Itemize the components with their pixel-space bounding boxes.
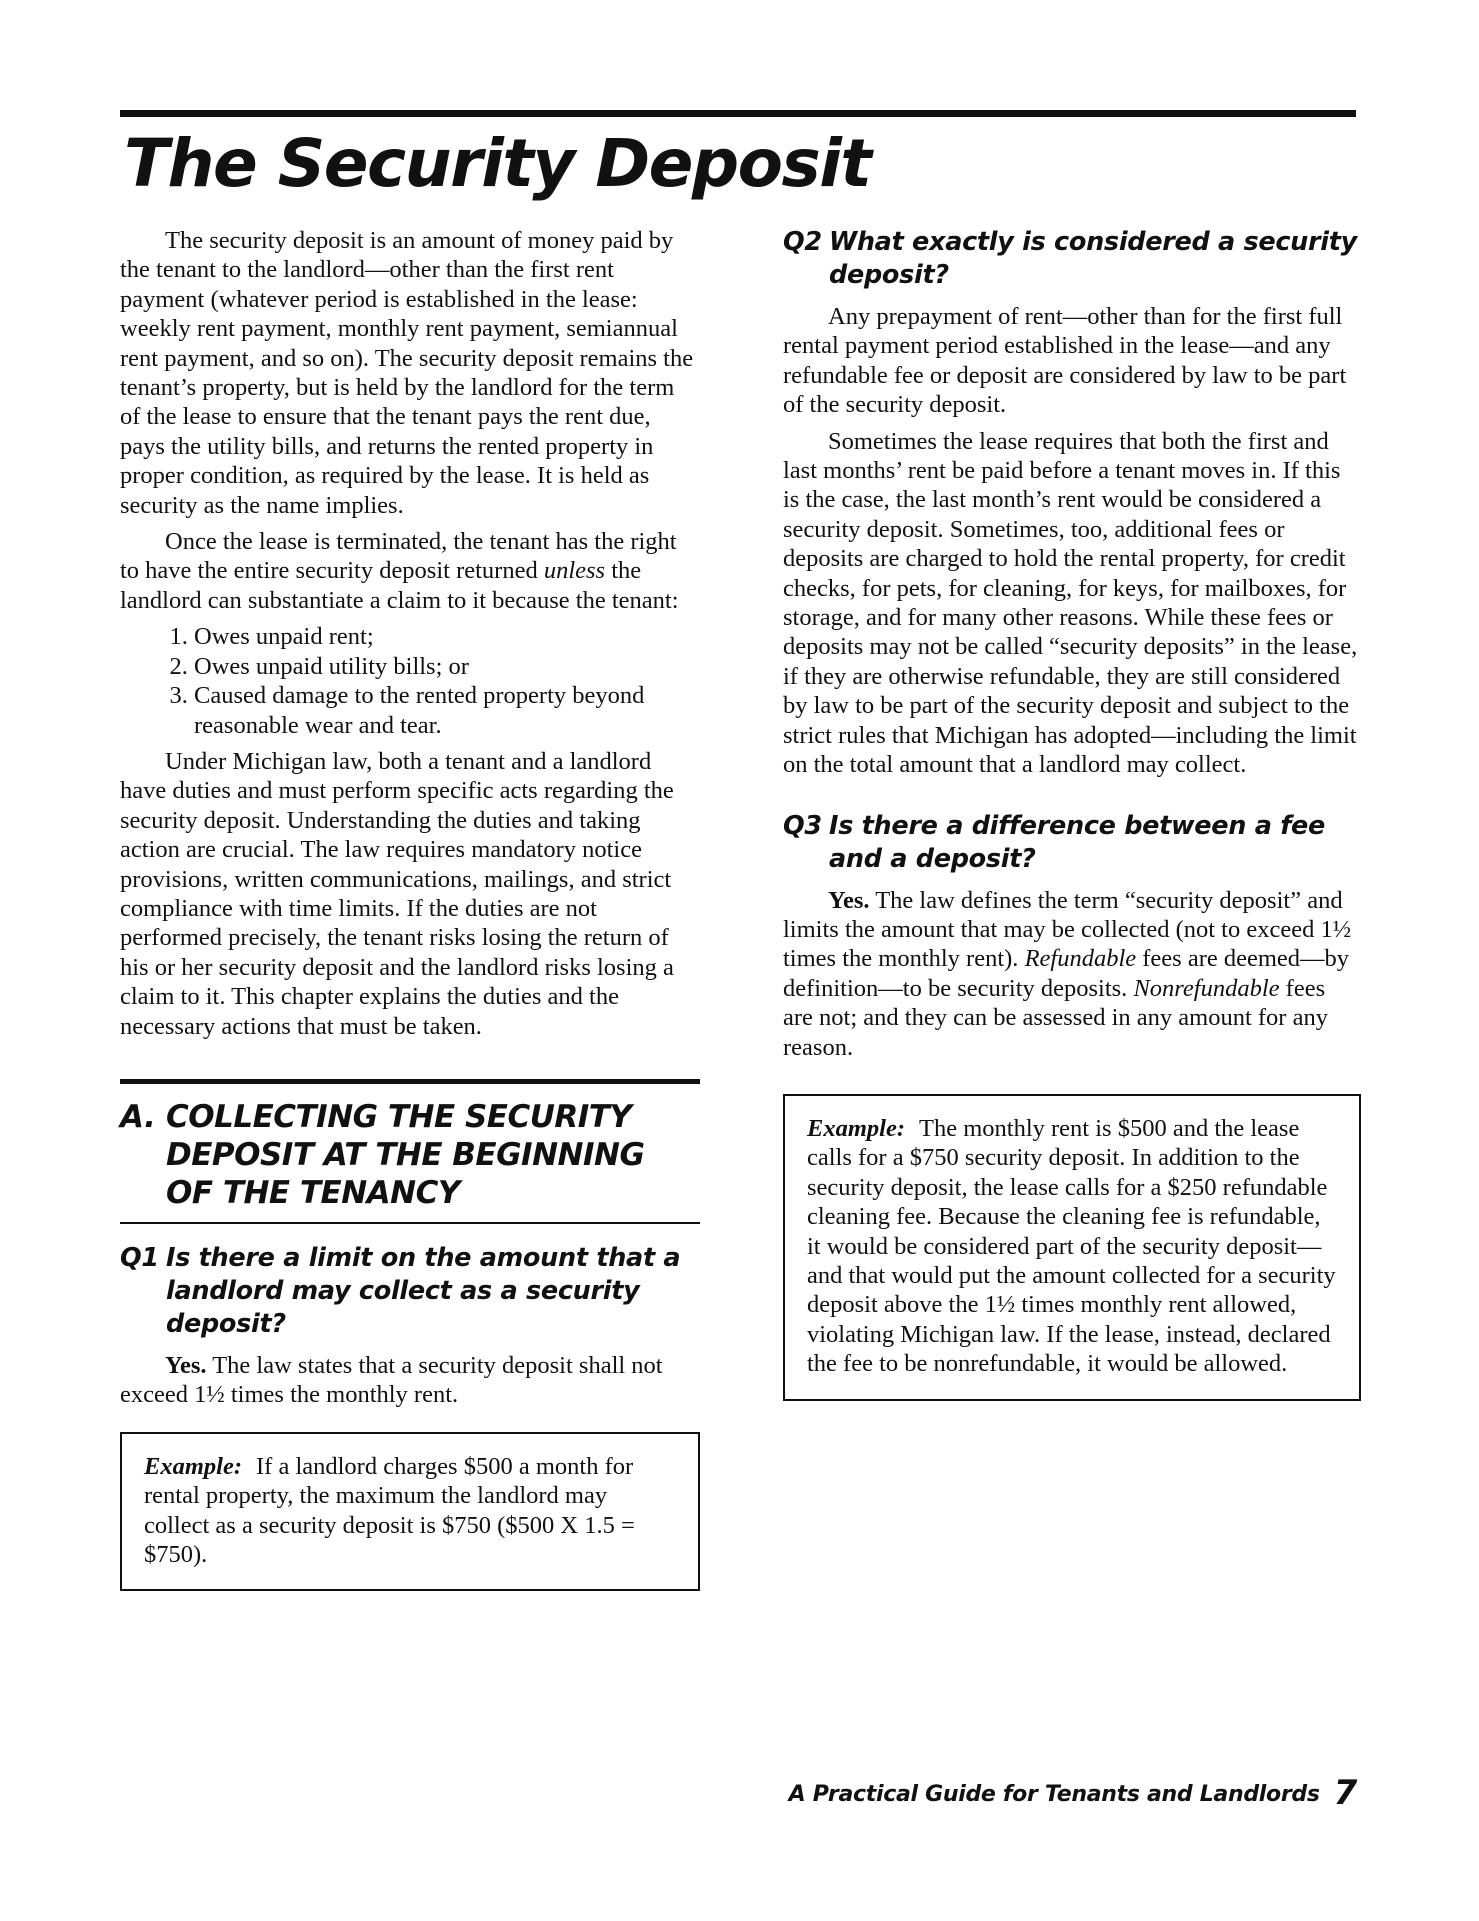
q3-answer-c: fees are not; and they can be assessed in any amount for any reason. [783,974,1328,1061]
example-box-2 [783,1094,1361,1401]
intro-paragraph-2 [120,527,700,615]
example-label: Example: [144,1452,242,1480]
q2-number: Q2 [783,227,822,257]
q1-answer-text: The law states that a security deposit shall not exceed 1½ times the monthly rent. [120,1351,663,1409]
q2-heading [783,226,1361,292]
q3-heading [783,810,1361,876]
left-column [120,226,700,1591]
list-item: 1. Owes unpaid rent; [194,622,700,651]
section-a-title [120,1098,700,1212]
section-a-heading [120,1079,700,1224]
intro-paragraph-2-b: the landlord can substantiate a claim to it because the tenant: [120,557,679,614]
right-column [783,226,1361,1401]
q2-paragraph-1: Any prepayment of rent—other than for the first full rental payment period established in the lease—and any refundable fee or deposit are considered by law to be part of the security deposit. [783,303,1347,419]
section-title-text: COLLECTING THE SECURITY DEPOSIT AT THE BEGINNING OF THE TENANCY [166,1098,645,1211]
q1-number: Q1 [120,1242,159,1273]
q1-answer-lead: Yes. [165,1351,207,1379]
page-title: The Security Deposit [124,125,871,202]
q3-answer-b: fees are deemed—by definition—to be security deposits. [783,945,1350,1002]
example-label: Example: [807,1114,905,1142]
intro-paragraph-2-a: Once the lease is terminated, the tenant has the right to have the entire security deposit returned [120,528,677,585]
q3-question: Is there a difference between a fee and a deposit? [829,810,1325,874]
example-box-1 [120,1432,700,1592]
q2-question: What exactly is considered a security deposit? [829,227,1357,290]
section-letter: A. [120,1098,156,1135]
intro-paragraph-1: The security deposit is an amount of money paid by the tenant to the landlord—other than the first rent payment (whatever period is established in the lease: weekly rent payment, monthly rent payment, semiannual rent payment, and so on). The security deposit remains the tenant’s property, but is held by the landlord for the term of the lease to ensure that the tenant pays the rent due, pays the utility bills, and returns the rented property in proper condition, as required by the lease. It is held as security as the name implies. [120,227,694,519]
nonrefundable-emphasis: Nonrefundable [1133,974,1280,1002]
q3-answer-lead: Yes. [828,886,870,914]
list-item: 2. Owes unpaid utility bills; or [194,652,700,681]
example-text: If a landlord charges $500 a month for rental property, the maximum the landlord may collect as a security deposit is $750 ($500 X 1.5 = $750). [144,1452,635,1568]
q3-answer [783,886,1361,1062]
page-footer [789,1773,1357,1813]
intro-paragraph-3: Under Michigan law, both a tenant and a landlord have duties and must perform specific acts regarding the security deposit. Understanding the duties and taking action are crucial. The law requires mandatory notice provisions, written communications, mailings, and strict compliance with time limits. If the duties are not performed precisely, the tenant risks losing the return of his or her security deposit and the landlord risks losing a claim to it. This chapter explains the duties and the necessary actions that must be taken. [120,747,674,1040]
page-number: 7 [1333,1773,1357,1813]
q3-answer-a: The law defines the term “security deposit” and limits the amount that may be collected (not to exceed 1½ times the monthly rent). [783,886,1352,973]
refundable-emphasis: Refundable [1024,945,1137,973]
q3-number: Q3 [783,810,822,841]
q1-heading [120,1242,700,1341]
reasons-list [120,622,700,740]
example-text: The monthly rent is $500 and the lease calls for a $750 security deposit. In addition to the security deposit, the lease calls for a $250 refundable cleaning fee. Because the cleaning fee is refundable, it would be considered part of the security deposit—and that would put the amount collected for a security deposit above the 1½ times monthly rent allowed, violating Michigan law. If the lease, instead, declared the fee to be nonrefundable, it would be allowed. [807,1114,1336,1378]
list-item: 3. Caused damage to the rented property beyond reasonable wear and tear. [194,681,700,740]
unless-emphasis: unless [543,557,606,585]
footer-guide-title: A Practical Guide for Tenants and Landlords [788,1782,1320,1807]
top-rule [120,110,1356,117]
q2-paragraph-2: Sometimes the lease requires that both the first and last months’ rent be paid before a tenant moves in. If this is the case, the last month’s rent would be considered a security deposit. Sometimes, too, additional fees or deposits are charged to hold the rental property, for credit checks, for pets, for cleaning, for keys, for mailboxes, for storage, and for many other reasons. While these fees or deposits may not be called “security deposits” in the lease, if they are otherwise refundable, they are still considered by law to be part of the security deposit and subject to the strict rules that Michigan has adopted—including the limit on the total amount that a landlord may collect. [783,427,1358,779]
q1-answer [120,1351,700,1410]
q1-question: Is there a limit on the amount that a landlord may collect as a security deposit? [166,1242,681,1339]
